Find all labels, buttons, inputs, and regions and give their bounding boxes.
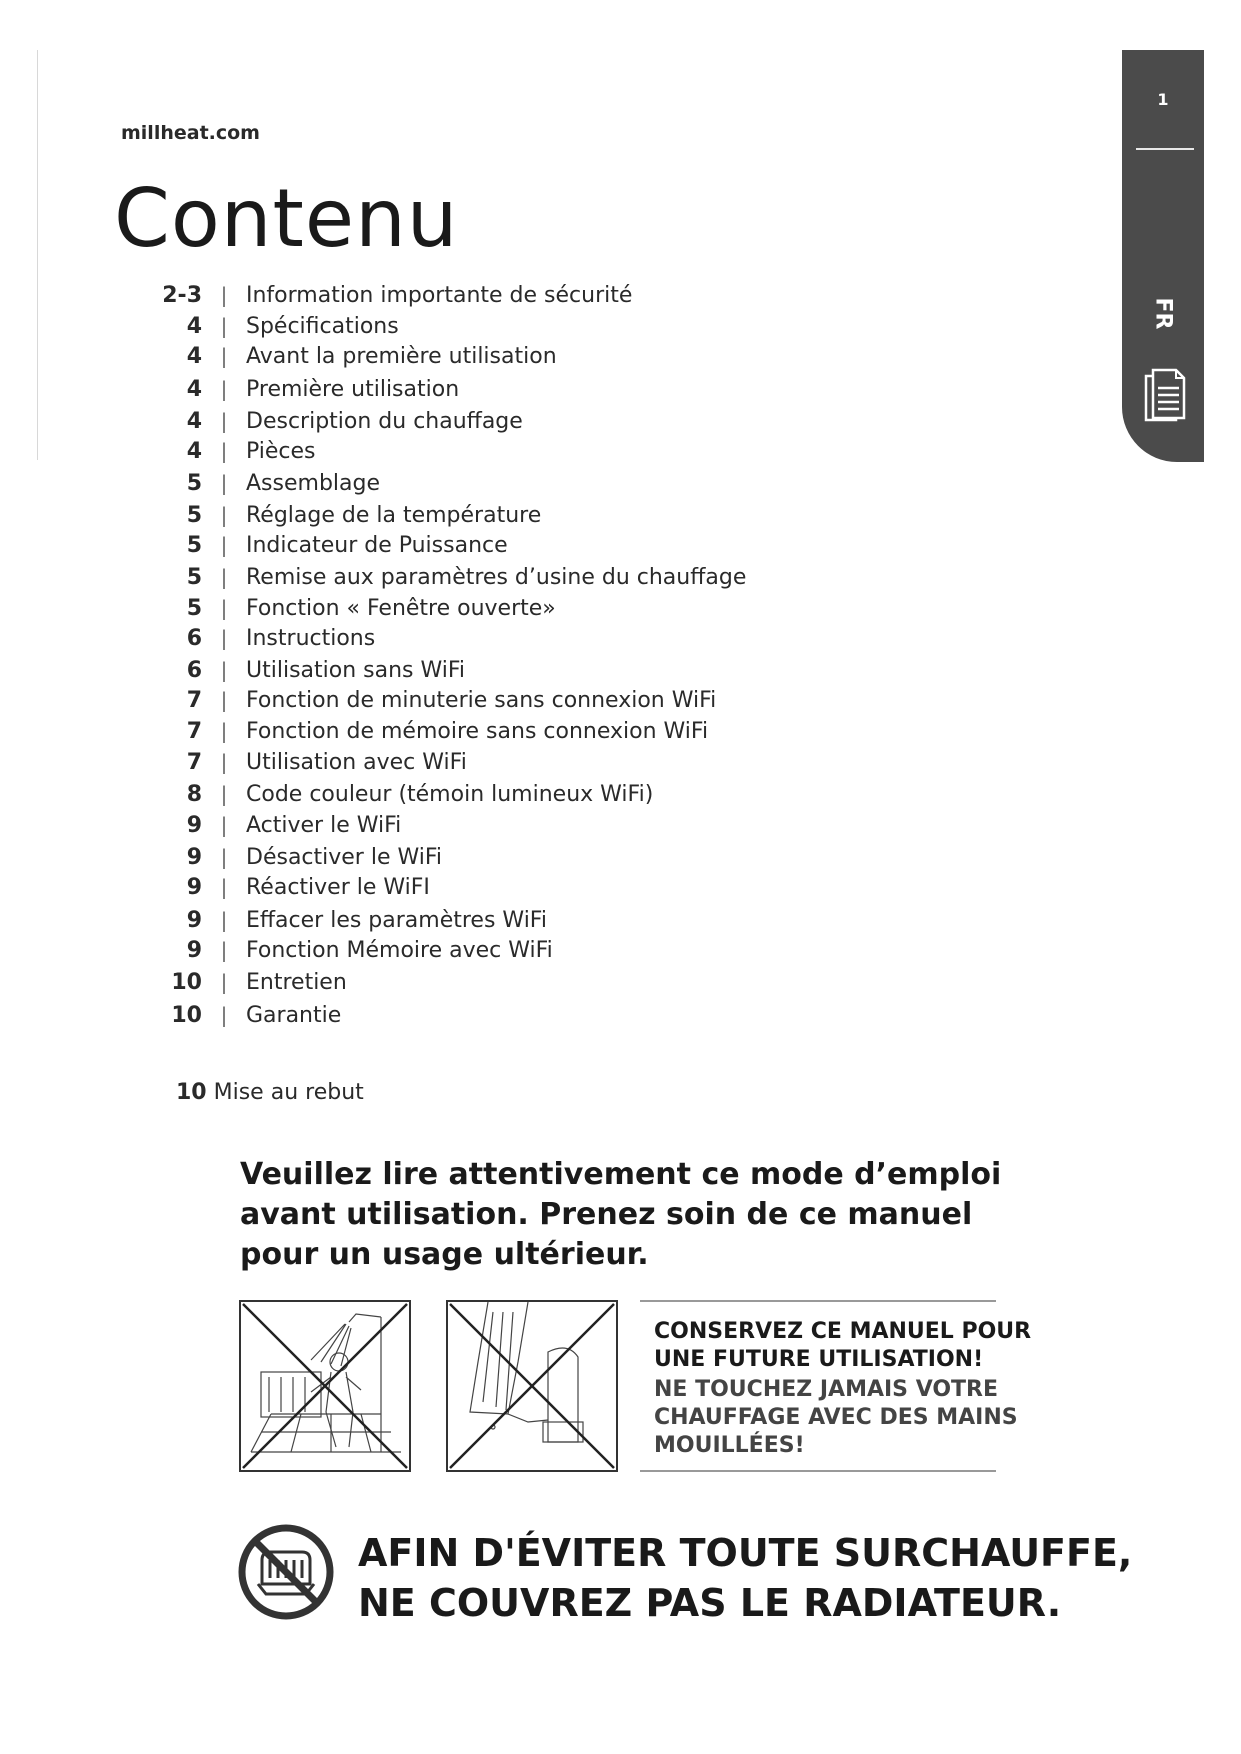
toc-label: Fonction de minuterie sans connexion WiFi (246, 687, 717, 713)
toc-label: Activer le WiFi (246, 812, 402, 838)
site-url: millheat.com (121, 122, 260, 144)
toc-item (150, 623, 375, 653)
toc-label: Fonction de mémoire sans connexion WiFi (246, 718, 709, 744)
toc-label: Réglage de la température (246, 502, 542, 528)
toc-item (150, 562, 746, 592)
toc-separator: | (220, 471, 228, 495)
page-title: Contenu (114, 172, 459, 265)
toc-item (150, 311, 399, 341)
keep-line: UNE FUTURE UTILISATION! (654, 1347, 984, 1372)
toc-page-number: 7 (186, 687, 202, 713)
toc-page-number: 4 (186, 408, 202, 434)
keep-manual-box (640, 1300, 1032, 1472)
keep-line: CONSERVEZ CE MANUEL POUR (654, 1319, 1032, 1344)
toc-label: Indicateur de Puissance (246, 532, 508, 558)
toc-item (150, 967, 347, 997)
toc-page-number: 5 (186, 595, 202, 621)
warning-line: MOUILLÉES! (654, 1433, 805, 1458)
toc-page-number: 5 (186, 564, 202, 590)
page-number: 1 (1157, 90, 1169, 109)
toc-page-number: 5 (186, 502, 202, 528)
toc-separator: | (220, 719, 228, 743)
toc-item-last (176, 1080, 364, 1105)
overheat-line: NE COUVREZ PAS LE RADIATEUR. (358, 1581, 1062, 1625)
toc-separator: | (220, 688, 228, 712)
toc-page-number: 10 (171, 1002, 202, 1028)
toc-separator: | (220, 626, 228, 650)
toc-page-number: 2-3 (162, 282, 202, 308)
toc-item (150, 905, 547, 935)
toc-label: Mise au rebut (213, 1080, 364, 1105)
toc-separator: | (220, 908, 228, 932)
overheat-warning (358, 1528, 1132, 1628)
toc-page-number: 4 (186, 376, 202, 402)
toc-separator: | (220, 283, 228, 307)
toc-separator: | (220, 596, 228, 620)
toc-item (150, 530, 508, 560)
toc-label: Assemblage (246, 470, 380, 496)
toc-label: Réactiver le WiFI (246, 874, 430, 900)
tab-divider (1136, 148, 1194, 150)
toc-item (150, 1000, 341, 1030)
toc-label: Première utilisation (246, 376, 460, 402)
notice-line: pour un usage ultérieur. (240, 1237, 649, 1272)
warning-line: NE TOUCHEZ JAMAIS VOTRE (654, 1377, 999, 1402)
toc-separator: | (220, 409, 228, 433)
toc-separator: | (220, 439, 228, 463)
keep-manual-text (654, 1318, 1031, 1374)
toc-page-number: 10 (176, 1080, 207, 1105)
toc-separator: | (220, 658, 228, 682)
toc-label: Information importante de sécurité (246, 282, 633, 308)
toc-separator: | (220, 750, 228, 774)
toc-separator: | (220, 782, 228, 806)
toc-item (150, 872, 430, 902)
toc-separator: | (220, 314, 228, 338)
toc-item (150, 280, 632, 310)
toc-item (150, 935, 553, 965)
toc-label: Utilisation avec WiFi (246, 749, 467, 775)
toc-label: Effacer les paramètres WiFi (246, 907, 547, 933)
toc-item (150, 655, 465, 685)
side-tab (1122, 50, 1204, 462)
read-manual-notice (240, 1155, 1000, 1275)
toc-page-number: 5 (186, 532, 202, 558)
overheat-line: AFIN D'ÉVITER TOUTE SURCHAUFFE, (358, 1531, 1133, 1575)
no-drying-clothes-illustration (446, 1300, 618, 1472)
toc-item (150, 406, 523, 436)
toc-label: Avant la première utilisation (246, 343, 557, 369)
toc-label: Instructions (246, 625, 376, 651)
toc-label: Spécifications (246, 313, 399, 339)
toc-item (150, 341, 557, 371)
toc-separator: | (220, 565, 228, 589)
toc-item (150, 779, 653, 809)
toc-label: Description du chauffage (246, 408, 523, 434)
toc-separator: | (220, 533, 228, 557)
notice-line: avant utilisation. Prenez soin de ce manuel (240, 1197, 973, 1232)
toc-item (150, 842, 442, 872)
toc-page-number: 10 (171, 969, 202, 995)
toc-separator: | (220, 1003, 228, 1027)
toc-label: Pièces (246, 438, 316, 464)
toc-label: Fonction « Fenêtre ouverte» (246, 595, 556, 621)
no-shower-illustration (239, 1300, 411, 1472)
toc-page-number: 4 (186, 343, 202, 369)
toc-label: Utilisation sans WiFi (246, 657, 466, 683)
toc-page-number: 9 (186, 844, 202, 870)
margin-rule (37, 50, 38, 460)
toc-page-number: 9 (186, 874, 202, 900)
toc-item (150, 685, 716, 715)
toc-page-number: 4 (186, 438, 202, 464)
toc-label: Entretien (246, 969, 347, 995)
toc-separator: | (220, 344, 228, 368)
toc-separator: | (220, 813, 228, 837)
toc-separator: | (220, 970, 228, 994)
toc-separator: | (220, 377, 228, 401)
notice-line: Veuillez lire attentivement ce mode d’emploi (240, 1157, 1002, 1192)
toc-label: Code couleur (témoin lumineux WiFi) (246, 781, 654, 807)
language-label: FR (1150, 297, 1176, 330)
toc-item (150, 810, 401, 840)
toc-label: Fonction Mémoire avec WiFi (246, 937, 553, 963)
warning-line: CHAUFFAGE AVEC DES MAINS (654, 1405, 1018, 1430)
toc-page-number: 6 (186, 657, 202, 683)
toc-item (150, 436, 316, 466)
do-not-cover-icon (236, 1522, 336, 1622)
toc-item (150, 593, 556, 623)
toc-page-number: 7 (186, 718, 202, 744)
toc-item (150, 500, 541, 530)
toc-item (150, 468, 380, 498)
toc-item (150, 374, 459, 404)
toc-page-number: 7 (186, 749, 202, 775)
toc-page-number: 9 (186, 812, 202, 838)
toc-page-number: 5 (186, 470, 202, 496)
toc-separator: | (220, 875, 228, 899)
wet-hands-warning (654, 1376, 1018, 1460)
toc-page-number: 6 (186, 625, 202, 651)
toc-separator: | (220, 503, 228, 527)
toc-page-number: 4 (186, 313, 202, 339)
toc-label: Désactiver le WiFi (246, 844, 443, 870)
toc-separator: | (220, 845, 228, 869)
toc-page-number: 9 (186, 907, 202, 933)
toc-label: Garantie (246, 1002, 342, 1028)
document-icon (1144, 368, 1186, 424)
toc-page-number: 8 (186, 781, 202, 807)
toc-item (150, 716, 708, 746)
toc-label: Remise aux paramètres d’usine du chauffage (246, 564, 747, 590)
toc-separator: | (220, 938, 228, 962)
toc-page-number: 9 (186, 937, 202, 963)
toc-item (150, 747, 467, 777)
